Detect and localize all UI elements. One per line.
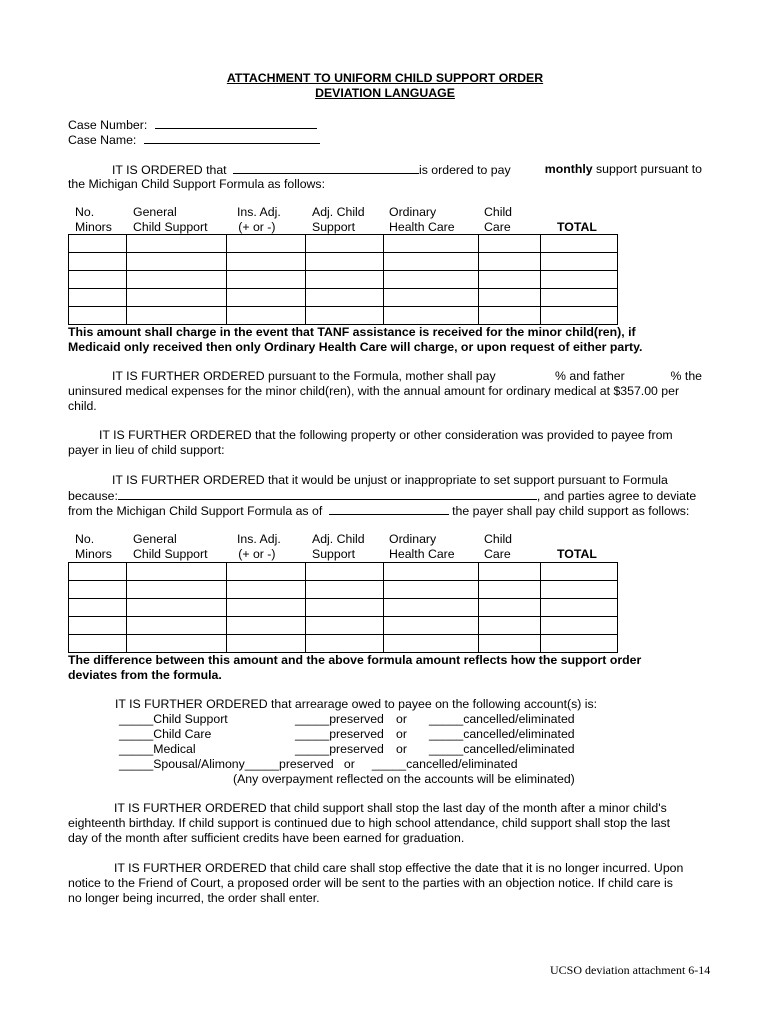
case-name-blank[interactable] (144, 132, 320, 144)
table-row (69, 271, 618, 289)
table-row (69, 599, 618, 617)
t2-h-general-2: Child Support (133, 547, 208, 561)
t2-header-adj (312, 532, 365, 562)
t2-header-care (484, 532, 512, 562)
arrears-or-3: or (396, 742, 407, 756)
title-line-1: ATTACHMENT TO UNIFORM CHILD SUPPORT ORDER (226, 71, 544, 85)
arrears-row-medical (119, 742, 196, 756)
p1-text-a: IT IS ORDERED that (112, 163, 227, 177)
arrears-row-spousal[interactable]: _____Spousal/Alimony_____preserved or _____cancelled/eliminated (119, 757, 518, 771)
p7-line3: no longer being incurred, the order shall enter. (68, 891, 320, 905)
p2-line2: uninsured medical expenses for the minor child(ren), with the annual amount for ordinary medical at $357.00 per (68, 384, 680, 398)
arrears-cancelled-2[interactable]: _____cancelled/eliminated (429, 727, 575, 741)
t1-header-general (133, 205, 208, 235)
p1-text-d: support pursuant to (596, 162, 702, 176)
t2-h-ins-2: (+ or -) (238, 547, 276, 561)
t1-h-care-1: Child (484, 205, 513, 219)
p7-line1: IT IS FURTHER ORDERED that child care shall stop effective the date that it is no longer incurred. Upon (114, 861, 684, 875)
t2-h-ord-1: Ordinary (389, 532, 437, 546)
arrears-blank[interactable]: _____ (119, 727, 154, 741)
p4-line3 (68, 503, 689, 518)
t2-h-minors-1: No. (75, 532, 95, 546)
arrears-blank[interactable]: _____ (119, 712, 154, 726)
arrears-preserved-1[interactable]: _____preserved (295, 712, 384, 726)
t1-h-ord-2: Health Care (389, 220, 455, 234)
case-number-field (68, 117, 317, 132)
case-name-field (68, 132, 320, 147)
footer-label: UCSO deviation attachment 6-14 (550, 963, 711, 977)
p4-because: because: (68, 489, 118, 503)
note2-line2: deviates from the formula. (68, 668, 222, 682)
t2-header-general (133, 532, 208, 562)
arrears-or-2: or (396, 727, 407, 741)
p4-line1: IT IS FURTHER ORDERED that it would be unjust or inappropriate to set support pursuant to Formula (112, 473, 668, 487)
t1-h-minors-2: Minors (75, 220, 112, 234)
p4-asof: from the Michigan Child Support Formula as of (68, 504, 323, 518)
p6-line2: eighteenth birthday. If child support is continued due to high school attendance, child support shall stop the last (68, 816, 671, 830)
p4-agree: , and parties agree to deviate (536, 489, 697, 503)
t2-header-minors (75, 532, 112, 562)
t2-h-general-1: General (133, 532, 177, 546)
t1-header-ordinary (389, 205, 455, 235)
t1-h-ins-1: Ins. Adj. (237, 205, 281, 219)
table-row (69, 617, 618, 635)
t2-header-ordinary (389, 532, 455, 562)
p4-reason-blank[interactable] (118, 488, 537, 500)
t1-h-care-2: Care (484, 220, 511, 234)
p2-text-a: IT IS FURTHER ORDERED pursuant to the Formula, mother shall pay (112, 369, 496, 383)
t2-h-ord-2: Health Care (389, 547, 455, 561)
arrears-preserved-2[interactable]: _____preserved (295, 727, 384, 741)
arrears-name: Medical (153, 742, 196, 756)
t1-h-adj-1: Adj. Child (312, 205, 365, 219)
table-row (69, 581, 618, 599)
table-row (69, 563, 618, 581)
t1-header-ins (233, 205, 281, 235)
p5-intro: IT IS FURTHER ORDERED that arrearage owed to payee on the following account(s) is: (115, 697, 598, 711)
p6-line1: IT IS FURTHER ORDERED that child support shall stop the last day of the month after a minor child's (114, 801, 667, 815)
t2-h-adj-1: Adj. Child (312, 532, 365, 546)
t2-h-care-1: Child (484, 532, 513, 546)
p1-payer-blank[interactable] (233, 162, 419, 174)
table-row (69, 635, 618, 653)
table-row (69, 307, 618, 325)
note2-line1: The difference between this amount and the above formula amount reflects how the support order (68, 653, 642, 667)
p4-payer: the payer shall pay child support as follows: (452, 504, 690, 518)
p1-text-b: is ordered to pay (419, 163, 511, 177)
t2-h-adj-2: Support (312, 547, 356, 561)
t1-header-total: TOTAL (557, 220, 597, 234)
t2-h-minors-2: Minors (75, 547, 112, 561)
t2-header-ins (233, 532, 281, 562)
p6-line3: day of the month after sufficient credits have been earned for graduation. (68, 831, 465, 845)
t1-h-ins-2: (+ or -) (238, 220, 276, 234)
arrears-cancelled-1[interactable]: _____cancelled/eliminated (429, 712, 575, 726)
arrears-cancelled-3[interactable]: _____cancelled/eliminated (429, 742, 575, 756)
case-number-blank[interactable] (155, 117, 317, 129)
p2-text-b: % and father (555, 369, 625, 383)
support-table-1 (68, 234, 618, 325)
case-number-label: Case Number: (68, 118, 148, 132)
t2-h-ins-1: Ins. Adj. (237, 532, 281, 546)
t1-h-general-1: General (133, 205, 177, 219)
arrears-name: Child Care (153, 727, 212, 741)
p4-date-blank[interactable] (329, 503, 449, 515)
p3-line1: IT IS FURTHER ORDERED that the following property or other consideration was provided to payee from (99, 428, 673, 442)
arrears-blank[interactable]: _____ (119, 742, 154, 756)
p3-line2: payer in lieu of child support: (68, 443, 225, 457)
t1-h-adj-2: Support (312, 220, 356, 234)
title-line-2: DEVIATION LANGUAGE (315, 86, 455, 100)
p2-text-c: % the (670, 369, 702, 383)
p1-line2: the Michigan Child Support Formula as follows: (68, 177, 325, 191)
p4-line2 (68, 488, 702, 503)
note1-line2: Medicaid only received then only Ordinary Health Care will charge, or upon request of either party. (68, 340, 643, 354)
t1-header-minors (75, 205, 112, 235)
arrears-row-child-support (119, 712, 228, 726)
support-table-2 (68, 562, 618, 653)
paragraph-ordered-line1 (68, 162, 702, 177)
p1-monthly: monthly (544, 162, 593, 176)
table-row (69, 289, 618, 307)
arrears-row-child-care (119, 727, 211, 741)
t1-h-minors-1: No. (75, 205, 95, 219)
p2-line3: child. (68, 399, 97, 413)
arrears-name: Child Support (153, 712, 228, 726)
t2-header-total: TOTAL (557, 547, 597, 561)
p2-line1 (68, 369, 702, 383)
t1-h-general-2: Child Support (133, 220, 208, 234)
arrears-note: (Any overpayment reflected on the accounts will be eliminated) (233, 772, 575, 786)
arrears-preserved-3[interactable]: _____preserved (295, 742, 384, 756)
case-name-label: Case Name: (68, 133, 137, 147)
p7-line2: notice to the Friend of Court, a proposed order will be sent to the parties with an objection notice. If child care is (68, 876, 673, 890)
arrears-or-1: or (396, 712, 407, 726)
t1-header-care (484, 205, 512, 235)
t2-h-care-2: Care (484, 547, 511, 561)
t1-header-adj (312, 205, 365, 235)
note1-line1: This amount shall charge in the event that TANF assistance is received for the minor child(ren), if (68, 325, 636, 339)
table-row (69, 253, 618, 271)
table-row (69, 235, 618, 253)
t1-h-ord-1: Ordinary (389, 205, 437, 219)
